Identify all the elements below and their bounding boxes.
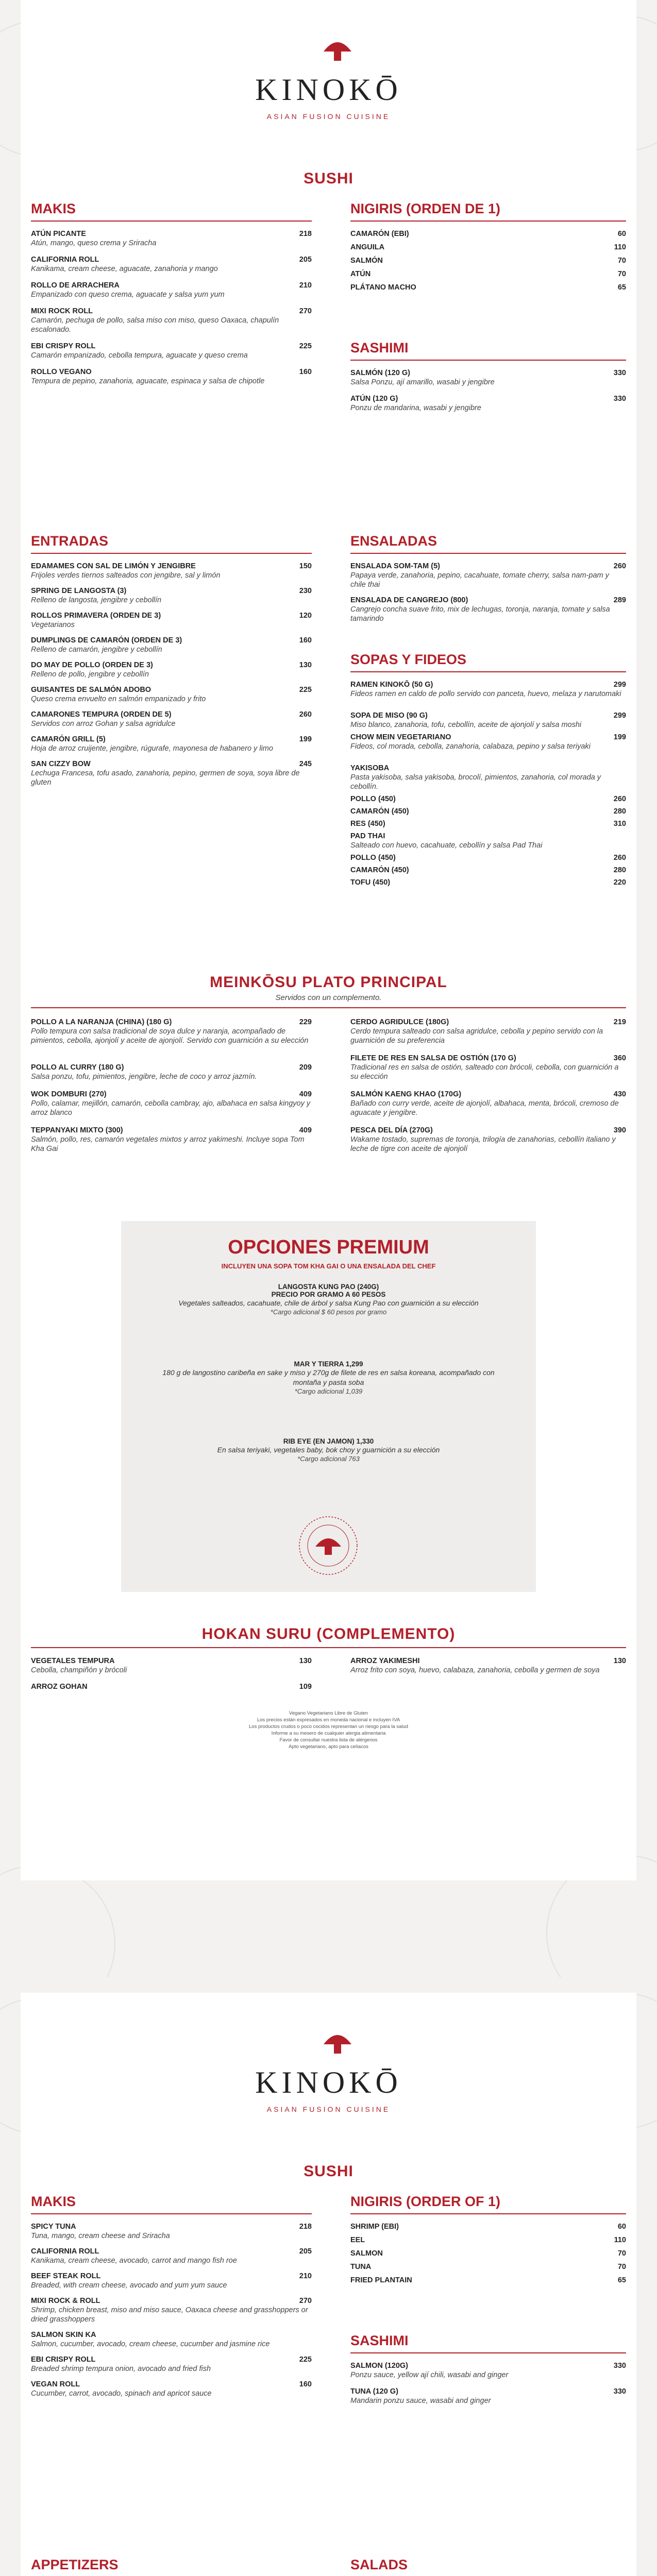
item-price: 199 [299, 735, 312, 743]
menu-item [350, 243, 626, 252]
menu-item [350, 2361, 626, 2380]
item-name: SOPA DE MISO (90 G) [350, 711, 428, 720]
premium-title: OPCIONES PREMIUM [228, 1236, 429, 1258]
item-price: 160 [299, 636, 312, 645]
item-price: 225 [299, 342, 312, 350]
menu-item [31, 685, 312, 704]
item-price: 210 [299, 281, 312, 290]
menu-item [31, 255, 312, 274]
menu-item [31, 281, 312, 299]
item-description: Breaded shrimp tempura onion, avocado and fried fish [31, 2365, 211, 2373]
item-description: Shrimp, chicken breast, miso and miso sauce, Oaxaca cheese and grasshoppers or dried grasshoppers [31, 2306, 308, 2324]
item-description: Bañado con curry verde, aceite de ajonjolí, albahaca, menta, brócoli, cremoso de aguacate y jengibre. [350, 1099, 619, 1117]
item-price: 110 [614, 243, 626, 251]
premium-item-name: LANGOSTA KUNG PAO (240G) [278, 1283, 379, 1291]
menu-item [350, 853, 626, 862]
item-price: 65 [617, 283, 626, 292]
menu-item [350, 878, 626, 887]
divider [350, 221, 626, 222]
menu-item [350, 229, 626, 239]
category-title: HOKAN SURU (COMPLEMENTO) [201, 1625, 456, 1642]
divider [350, 553, 626, 554]
item-name: CALIFORNIA ROLL [31, 256, 99, 264]
menu-item [31, 611, 312, 630]
item-price: 229 [299, 1018, 312, 1026]
menu-item [350, 283, 626, 292]
emblem-icon [297, 1515, 359, 1577]
item-price: 360 [613, 1054, 626, 1062]
item-name: EBI CRISPY ROLL [31, 2355, 96, 2364]
legend-line: Los precios están expresados en moneda nacional e incluyen IVA [257, 1717, 400, 1723]
section-title: MAKIS [31, 2194, 76, 2209]
menu-item [31, 660, 312, 679]
item-name: ARROZ GOHAN [31, 1683, 88, 1691]
menu-item [350, 269, 626, 279]
menu-sheet [21, 1993, 636, 2576]
menu-item [350, 1656, 626, 1675]
item-name: SALMON SKIN KA [31, 2331, 96, 2339]
item-price: 60 [617, 230, 626, 238]
menu-item [31, 2355, 312, 2374]
item-description: Pasta yakisoba, salsa yakisoba, brocolí, pimientos, zanahoria, col morada y cebollín. [350, 773, 601, 791]
divider [350, 2213, 626, 2214]
item-description: Fideos ramen en caldo de pollo servido con panceta, huevo, melaza y narutomaki [350, 690, 621, 698]
section-title: MAKIS [31, 201, 76, 216]
item-price: 130 [613, 1657, 626, 1665]
item-description: Camarón, pechuga de pollo, salsa miso con miso, queso Oaxaca, chapulín escalonado. [31, 316, 279, 334]
section-title: SALADS [350, 2557, 408, 2572]
item-price: 289 [613, 596, 626, 604]
item-price: 120 [299, 612, 312, 620]
item-description: Pollo, calamar, mejillón, camarón, cebolla cambray, ajo, albahaca en salsa kingyoy y arroz blanco [31, 1099, 311, 1117]
item-description: Mandarin ponzu sauce, wasabi and ginger [350, 2397, 491, 2405]
menu-item [31, 342, 312, 360]
divider [31, 1647, 626, 1648]
menu-item [31, 1656, 312, 1675]
menu-item [350, 1126, 626, 1154]
divider [350, 671, 626, 672]
item-price: 280 [613, 866, 626, 874]
divider [31, 1007, 626, 1008]
item-price: 245 [299, 760, 312, 768]
item-price: 409 [299, 1090, 312, 1098]
item-name: POLLO (450) [350, 854, 396, 862]
item-description: Ponzu sauce, yellow ají chili, wasabi and ginger [350, 2371, 509, 2379]
item-description: Servidos con arroz Gohan y salsa agridulce [31, 720, 176, 728]
item-price: 225 [299, 686, 312, 694]
premium-item-description: Vegetales salteados, cacahuate, chile de árbol y salsa Kung Pao con guarnición a su elección [178, 1299, 479, 1307]
brand-tagline: ASIAN FUSION CUISINE [266, 2105, 391, 2113]
logo-icon [319, 31, 356, 67]
item-price: 210 [299, 2272, 312, 2280]
item-description: Lechuga Francesa, tofu asado, zanahoria, pepino, germen de soya, soya libre de gluten [31, 769, 300, 787]
item-name: ROLLOS PRIMAVERA (ORDEN DE 3) [31, 612, 161, 620]
item-name: FRIED PLANTAIN [350, 2276, 412, 2284]
legend-line: Favor de consultar nuestra lista de alérgenos [279, 1737, 378, 1743]
item-name: BEEF STEAK ROLL [31, 2272, 101, 2280]
item-price: 130 [299, 1657, 312, 1665]
item-name: CAMARÓN GRILL (5) [31, 735, 106, 743]
item-price: 225 [299, 2355, 312, 2364]
menu-item [31, 307, 312, 334]
item-price: 310 [613, 820, 626, 828]
item-price: 220 [613, 878, 626, 887]
menu-item [350, 764, 626, 791]
item-name: ATÚN [350, 270, 371, 278]
item-price: 65 [617, 2276, 626, 2284]
item-price: 299 [613, 681, 626, 689]
menu-sheet [21, 0, 636, 1880]
item-description: Fideos, col morada, cebolla, zanahoria, calabaza, pepino y salsa teriyaki [350, 742, 591, 751]
menu-item [350, 2235, 626, 2245]
menu-item [31, 586, 312, 605]
item-description: Breaded, with cream cheese, avocado and yum yum sauce [31, 2281, 227, 2290]
item-price: 160 [299, 2380, 312, 2388]
menu-item [350, 1018, 626, 1045]
item-name: TUNA [350, 2263, 372, 2271]
item-description: Wakame tostado, supremas de toronja, trilogía de zanahorias, cebollín italiano y leche de tigre con aceite de ajonjolí [350, 1136, 616, 1153]
premium-item-description: En salsa teriyaki, vegetales baby, bok choy y guarnición a su elección [217, 1446, 440, 1454]
legend-line: Vegano Vegetariano Libre de Gluten [289, 1710, 368, 1716]
item-name: MIXI ROCK & ROLL [31, 2297, 100, 2305]
menu-item [31, 2272, 312, 2290]
menu-item [350, 2262, 626, 2272]
premium-item-name: MAR Y TIERRA 1,299 [294, 1360, 363, 1368]
item-price: 209 [299, 1063, 312, 1072]
menu-item [350, 256, 626, 265]
menu-item [350, 832, 626, 850]
item-price: 219 [613, 1018, 626, 1026]
premium-item-description: 180 g de langostino caribeña en sake y miso y 270g de filete de res en salsa koreana, acompañado con montaña y pasta soba [162, 1368, 495, 1386]
premium-item-name: RIB EYE (EN JAMON) 1,330 [283, 1437, 374, 1445]
item-description: Cerdo tempura salteado con salsa agridulce, cebolla y pepino servido con la guarnición de su preferencia [350, 1027, 603, 1045]
item-description: Ponzu de mandarina, wasabi y jengibre [350, 404, 481, 412]
menu-item [350, 819, 626, 828]
item-name: ROLLO VEGANO [31, 368, 92, 376]
item-price: 130 [299, 661, 312, 669]
item-name: RES (450) [350, 820, 385, 828]
category-title: MEINKŌSU PLATO PRINCIPAL [210, 974, 447, 991]
item-description: Empanizado con queso crema, aguacate y salsa yum yum [31, 291, 225, 299]
item-description: Tuna, mango, cream cheese and Sriracha [31, 2232, 170, 2240]
menu-item [31, 2222, 312, 2241]
item-price: 330 [613, 369, 626, 377]
menu-item [31, 1063, 312, 1081]
item-name: SALMON [350, 2249, 383, 2258]
item-description: Cucumber, carrot, avocado, spinach and apricot sauce [31, 2389, 212, 2398]
item-description: Vegetarianos [31, 621, 75, 629]
item-name: DUMPLINGS DE CAMARÓN (ORDEN DE 3) [31, 636, 182, 645]
item-name: EBI CRISPY ROLL [31, 342, 96, 350]
item-name: VEGAN ROLL [31, 2380, 80, 2388]
section-title: ENSALADAS [350, 533, 437, 549]
menu-item [31, 735, 312, 753]
item-description: Cebolla, champiñón y brócoli [31, 1666, 127, 1674]
item-description: Miso blanco, zanahoria, tofu, cebollín, aceite de ajonjolí y salsa moshi [350, 721, 582, 729]
item-price: 218 [299, 230, 312, 238]
menu-item [31, 710, 312, 728]
item-name: CAMARONES TEMPURA (ORDEN DE 5) [31, 710, 172, 719]
menu-item [31, 367, 312, 386]
item-name: ARROZ YAKIMESHI [350, 1657, 420, 1665]
category-subtitle: Servidos con un complemento. [275, 993, 382, 1002]
menu-item [350, 1090, 626, 1117]
item-name: CAMARÓN (450) [350, 807, 409, 816]
menu-item [350, 807, 626, 816]
item-name: CALIFORNIA ROLL [31, 2247, 99, 2256]
menu-item [31, 1682, 312, 1691]
item-name: SALMON (120G) [350, 2362, 408, 2370]
menu-item [350, 2276, 626, 2285]
brand-tagline: ASIAN FUSION CUISINE [266, 112, 391, 121]
item-name: SPRING DE LANGOSTA (3) [31, 587, 127, 595]
premium-item-note: *Cargo adicional 763 [297, 1455, 360, 1463]
item-price: 160 [299, 368, 312, 376]
item-price: 70 [617, 2263, 626, 2271]
section-title: NIGIRIS (ORDER OF 1) [350, 2194, 501, 2209]
item-price: 218 [299, 2223, 312, 2231]
divider [31, 2213, 312, 2214]
menu-item [31, 1018, 312, 1045]
item-name: CAMARÓN (EBI) [350, 230, 409, 238]
item-description: Tradicional res en salsa de ostión, salteado con brócoli, cebolla, con guarnición a su elección [350, 1063, 619, 1081]
menu-item [350, 368, 626, 387]
item-name: SHRIMP (EBI) [350, 2223, 399, 2231]
item-price: 199 [613, 733, 626, 741]
menu-item [350, 733, 626, 751]
section-title: SOPAS Y FIDEOS [350, 652, 467, 667]
item-price: 390 [613, 1126, 626, 1134]
item-name: VEGETALES TEMPURA [31, 1657, 115, 1665]
item-name: ROLLO DE ARRACHERA [31, 281, 120, 290]
header [21, 0, 636, 155]
menu-item [31, 229, 312, 248]
item-name: CERDO AGRIDULCE (180G) [350, 1018, 449, 1026]
item-description: Papaya verde, zanahoria, pepino, cacahuate, tomate cherry, salsa nam-pam y chile thai [350, 571, 609, 589]
item-description: Salsa ponzu, tofu, pimientos, jengibre, leche de coco y arroz jazmín. [31, 1073, 257, 1081]
item-price: 60 [617, 2223, 626, 2231]
menu-item [350, 394, 626, 413]
legend-line: Los productos crudos o poco cocidos representan un riesgo para la salud [249, 1724, 408, 1730]
item-price: 260 [299, 710, 312, 719]
item-name: ATÚN PICANTE [31, 230, 86, 238]
item-price: 270 [299, 2297, 312, 2305]
item-name: GUISANTES DE SALMÓN ADOBO [31, 686, 151, 694]
item-name: TEPPANYAKI MIXTO (300) [31, 1126, 123, 1134]
section-title: APPETIZERS [31, 2557, 119, 2572]
logo-icon [319, 2024, 356, 2060]
item-name: SALMÓN [350, 257, 383, 265]
item-price: 205 [299, 2247, 312, 2256]
menu-item [350, 2249, 626, 2258]
premium-box [121, 1221, 536, 1592]
item-price: 430 [613, 1090, 626, 1098]
item-description: Cangrejo concha suave frito, mix de lechugas, toronja, naranja, tomate y salsa tamarindo [350, 605, 610, 623]
item-description: Frijoles verdes tiernos salteados con jengibre, sal y limón [31, 571, 221, 580]
menu-item [31, 2296, 312, 2324]
item-name: SAN CIZZY BOW [31, 760, 91, 768]
divider [350, 2352, 626, 2353]
item-description: Atún, mango, queso crema y Sriracha [31, 239, 157, 247]
item-name: YAKISOBA [350, 764, 390, 772]
legend-line: Apto vegetariano, apto para celíacos [289, 1744, 368, 1750]
item-name: SPICY TUNA [31, 2223, 76, 2231]
item-description: Tempura de pepino, zanahoria, aguacate, espinaca y salsa de chipotle [31, 377, 265, 385]
header [21, 1993, 636, 2147]
menu-item [350, 794, 626, 804]
item-price: 260 [613, 854, 626, 862]
item-name: CHOW MEIN VEGETARIANO [350, 733, 451, 741]
item-name: SALMÓN KAENG KHAO (170G) [350, 1090, 462, 1098]
item-description: Kanikama, cream cheese, aguacate, zanahoria y mango [31, 265, 218, 273]
item-description: Relleno de langosta, jengibre y cebollín [31, 596, 162, 604]
divider [31, 553, 312, 554]
item-description: Hoja de arroz cruijente, jengibre, rúgurafe, mayonesa de habanero y limo [31, 744, 273, 753]
item-price: 280 [613, 807, 626, 816]
item-name: MIXI ROCK ROLL [31, 307, 93, 315]
section-title: SASHIMI [350, 2333, 409, 2348]
menu-item [350, 596, 626, 623]
menu-item [31, 2247, 312, 2265]
item-name: TOFU (450) [350, 878, 391, 887]
premium-item [121, 1283, 536, 1316]
item-description: Relleno de camarón, jengibre y cebollín [31, 646, 162, 654]
menu-item [31, 1126, 312, 1154]
category-title: SUSHI [304, 170, 353, 187]
background-swirl [0, 1865, 115, 1977]
item-price: 110 [614, 2236, 626, 2244]
item-description: Salsa Ponzu, ají amarillo, wasabi y jengibre [350, 378, 495, 386]
category-title: SUSHI [304, 2163, 353, 2180]
item-name: PAD THAI [350, 832, 385, 840]
premium-item-note: *Cargo adicional 1,039 [294, 1387, 363, 1395]
item-name: EDAMAMES CON SAL DE LIMÓN Y JENGIBRE [31, 562, 196, 570]
premium-item [121, 1360, 536, 1395]
menu-item [31, 636, 312, 654]
menu-item [350, 680, 626, 699]
item-price: 109 [299, 1683, 312, 1691]
item-name: PESCA DEL DÍA (270G) [350, 1126, 433, 1134]
menu-item [350, 711, 626, 730]
menu-page-english [0, 1977, 657, 2576]
item-description: Relleno de pollo, jengibre y cebollín [31, 670, 149, 679]
item-name: ANGUILA [350, 243, 385, 251]
menu-item [31, 2380, 312, 2398]
item-name: TUNA (120 G) [350, 2387, 398, 2396]
item-price: 299 [613, 711, 626, 720]
menu-item [350, 562, 626, 589]
item-price: 330 [613, 2387, 626, 2396]
item-description: Salteado con huevo, cacahuate, cebollín y salsa Pad Thai [350, 841, 543, 850]
item-name: POLLO AL CURRY (180 G) [31, 1063, 124, 1072]
divider [31, 221, 312, 222]
item-name: PLÁTANO MACHO [350, 283, 416, 292]
item-description: Salmón, pollo, res, camarón vegetales mixtos y arroz yakimeshi. Incluye sopa Tom Kha Gai [31, 1136, 305, 1153]
item-name: ATÚN (120 G) [350, 395, 398, 403]
item-name: ENSALADA DE CANGREJO (800) [350, 596, 468, 604]
menu-item [350, 1054, 626, 1081]
item-price: 260 [613, 795, 626, 803]
item-description: Camarón empanizado, cebolla tempura, aguacate y queso crema [31, 351, 248, 360]
menu-item [31, 562, 312, 580]
item-price: 330 [613, 395, 626, 403]
item-name: SALMÓN (120 G) [350, 369, 411, 377]
section-title: SASHIMI [350, 340, 409, 355]
item-price: 270 [299, 307, 312, 315]
item-price: 205 [299, 256, 312, 264]
section-title: NIGIRIS (ORDEN DE 1) [350, 201, 501, 216]
item-description: Arroz frito con soya, huevo, calabaza, zanahoria, cebolla y germen de soya [350, 1666, 600, 1674]
item-name: ENSALADA SOM-TAM (5) [350, 562, 440, 570]
item-price: 230 [299, 587, 312, 595]
item-name: CAMARÓN (450) [350, 866, 409, 874]
menu-item [31, 2330, 312, 2349]
item-price: 70 [617, 257, 626, 265]
item-description: Queso crema envuelto en salmón empanizado y frito [31, 695, 206, 703]
menu-item [350, 866, 626, 875]
item-name: EEL [350, 2236, 365, 2244]
premium-item [121, 1437, 536, 1463]
premium-item-subname: PRECIO POR GRAMO A 60 PESOS [271, 1291, 386, 1298]
item-name: WOK DOMBURI (270) [31, 1090, 107, 1098]
item-price: 330 [613, 2362, 626, 2370]
premium-item-note: *Cargo adicional $ 60 pesos por gramo [270, 1308, 387, 1316]
section-title: ENTRADAS [31, 533, 109, 549]
menu-item [350, 2387, 626, 2405]
item-description: Pollo tempura con salsa tradicional de soya dulce y naranja, acompañado de pimientos, cebolla, ajonjolí y aceite de ajonjolí. Servido con guarnición a su elección [31, 1027, 309, 1045]
legend-line: Informe a su mesero de cualquier alergia alimentaria [271, 1731, 386, 1736]
item-price: 409 [299, 1126, 312, 1134]
item-description: Salmon, cucumber, avocado, cream cheese, cucumber and jasmine rice [31, 2340, 270, 2348]
brand-name: KINOKŌ [255, 2065, 402, 2099]
divider [350, 360, 626, 361]
menu-item [350, 2222, 626, 2231]
menu-item [31, 759, 312, 787]
item-name: DO MAY DE POLLO (ORDEN DE 3) [31, 661, 153, 669]
item-name: POLLO (450) [350, 795, 396, 803]
item-price: 150 [299, 562, 312, 570]
item-name: FILETE DE RES EN SALSA DE OSTIÓN (170 G) [350, 1054, 516, 1062]
item-name: RAMEN KINOKŌ (50 G) [350, 681, 433, 689]
item-price: 70 [617, 270, 626, 278]
premium-subtitle: INCLUYEN UNA SOPA TOM KHA GAI O UNA ENSALADA DEL CHEF [221, 1262, 436, 1270]
item-name: POLLO A LA NARANJA (CHINA) (180 G) [31, 1018, 172, 1026]
item-price: 260 [613, 562, 626, 570]
menu-item [31, 1090, 312, 1117]
item-description: Kanikama, cream cheese, avocado, carrot and mango fish roe [31, 2257, 237, 2265]
item-price: 70 [617, 2249, 626, 2258]
brand-name: KINOKŌ [255, 73, 402, 107]
